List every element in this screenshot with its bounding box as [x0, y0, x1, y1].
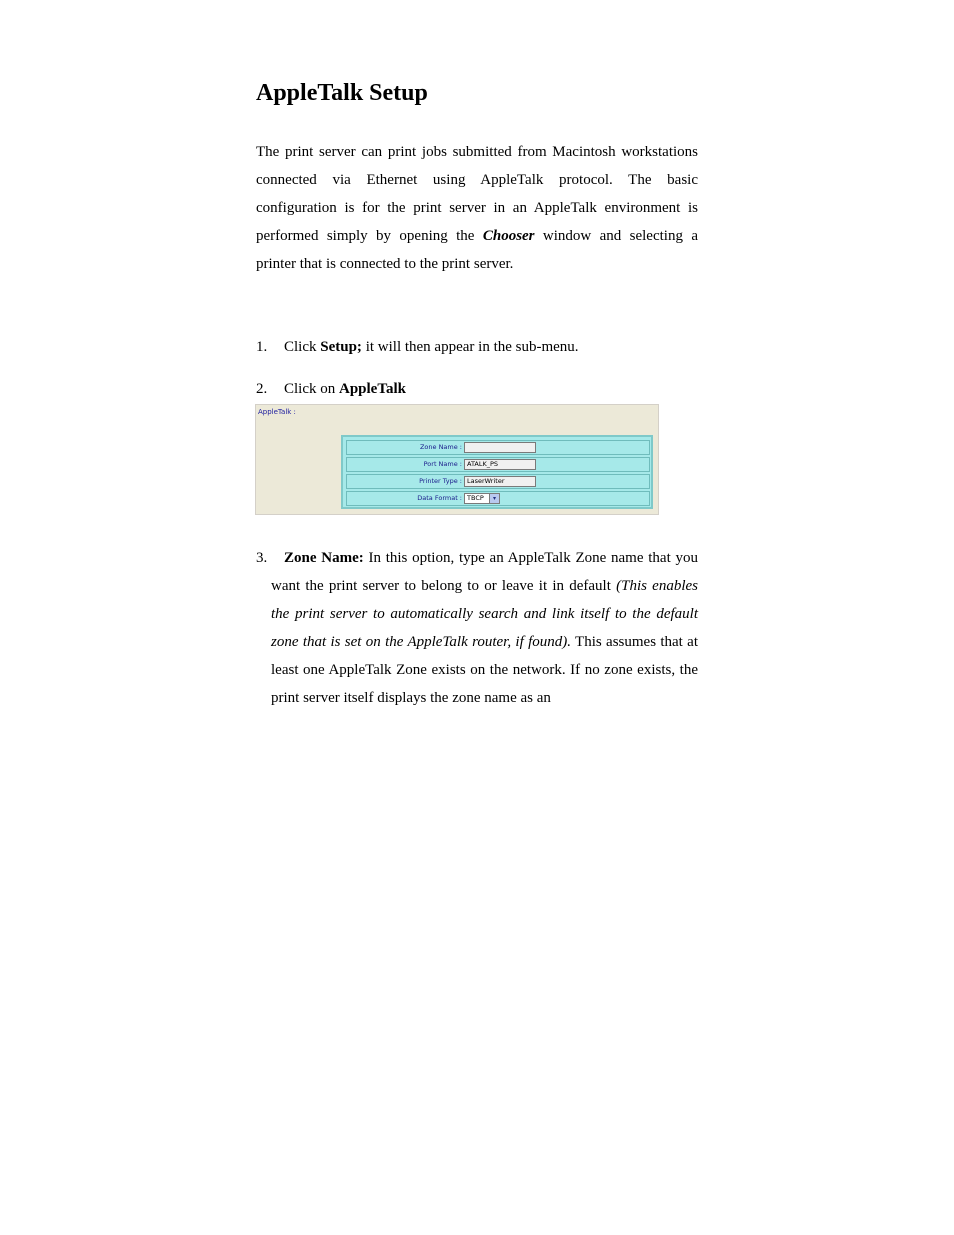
- zone-name-label: Zone Name :: [419, 443, 462, 451]
- step-text: Click: [284, 339, 321, 355]
- step-emphasis: AppleTalk: [339, 381, 406, 397]
- data-format-value: TBCP: [467, 494, 484, 502]
- data-format-select[interactable]: [464, 493, 500, 504]
- step-text: Click on: [284, 381, 339, 397]
- zone-name-row: [346, 440, 650, 455]
- zone-name-input[interactable]: [464, 442, 536, 453]
- port-name-row: [346, 457, 650, 472]
- step-text: In this option, type an AppleTalk Zone name that you want the print server to belong to or leave it in default: [271, 550, 698, 594]
- step-1: [256, 333, 698, 361]
- chevron-down-icon[interactable]: ▾: [489, 494, 499, 503]
- step-note: (This enables the print server to automatically search and link itself to the default zone that is set on the AppleTalk router, if found).: [271, 578, 698, 650]
- step-number: 1.: [256, 339, 268, 355]
- chooser-term: Chooser: [482, 228, 535, 244]
- page-title: AppleTalk Setup: [256, 80, 428, 106]
- data-format-label: Data Format :: [417, 494, 462, 502]
- port-name-label: Port Name :: [423, 460, 462, 468]
- printer-type-label: Printer Type :: [419, 477, 462, 485]
- step-2: [256, 375, 698, 403]
- step-number: 3.: [256, 550, 268, 566]
- port-name-input[interactable]: ATALK_PS: [464, 459, 536, 470]
- printer-type-input[interactable]: LaserWriter: [464, 476, 536, 487]
- appletalk-settings-table: [341, 435, 653, 509]
- panel-title: AppleTalk :: [258, 408, 296, 416]
- intro-text: The print server can print jobs submitted from Macintosh workstations connected via Ethernet using AppleTalk protocol. The basic configuration is for the print server in an AppleTalk environment is performed simply by opening the: [256, 144, 698, 244]
- printer-type-row: [346, 474, 650, 489]
- intro-text-end: window and selecting a printer that is connected to the print server.: [256, 228, 698, 272]
- step-number: 2.: [256, 381, 268, 397]
- step-text-end: This assumes that at least one AppleTalk Zone exists on the network. If no zone exists, the print server itself displays the zone name as an: [271, 634, 698, 706]
- appletalk-screenshot: [255, 404, 659, 515]
- step-emphasis: Zone Name:: [284, 550, 364, 566]
- step-3: [256, 544, 698, 712]
- step-text-end: it will then appear in the sub-menu.: [361, 339, 579, 355]
- step-emphasis: Setup;: [320, 339, 362, 355]
- data-format-row: [346, 491, 650, 506]
- intro-paragraph: [256, 138, 698, 278]
